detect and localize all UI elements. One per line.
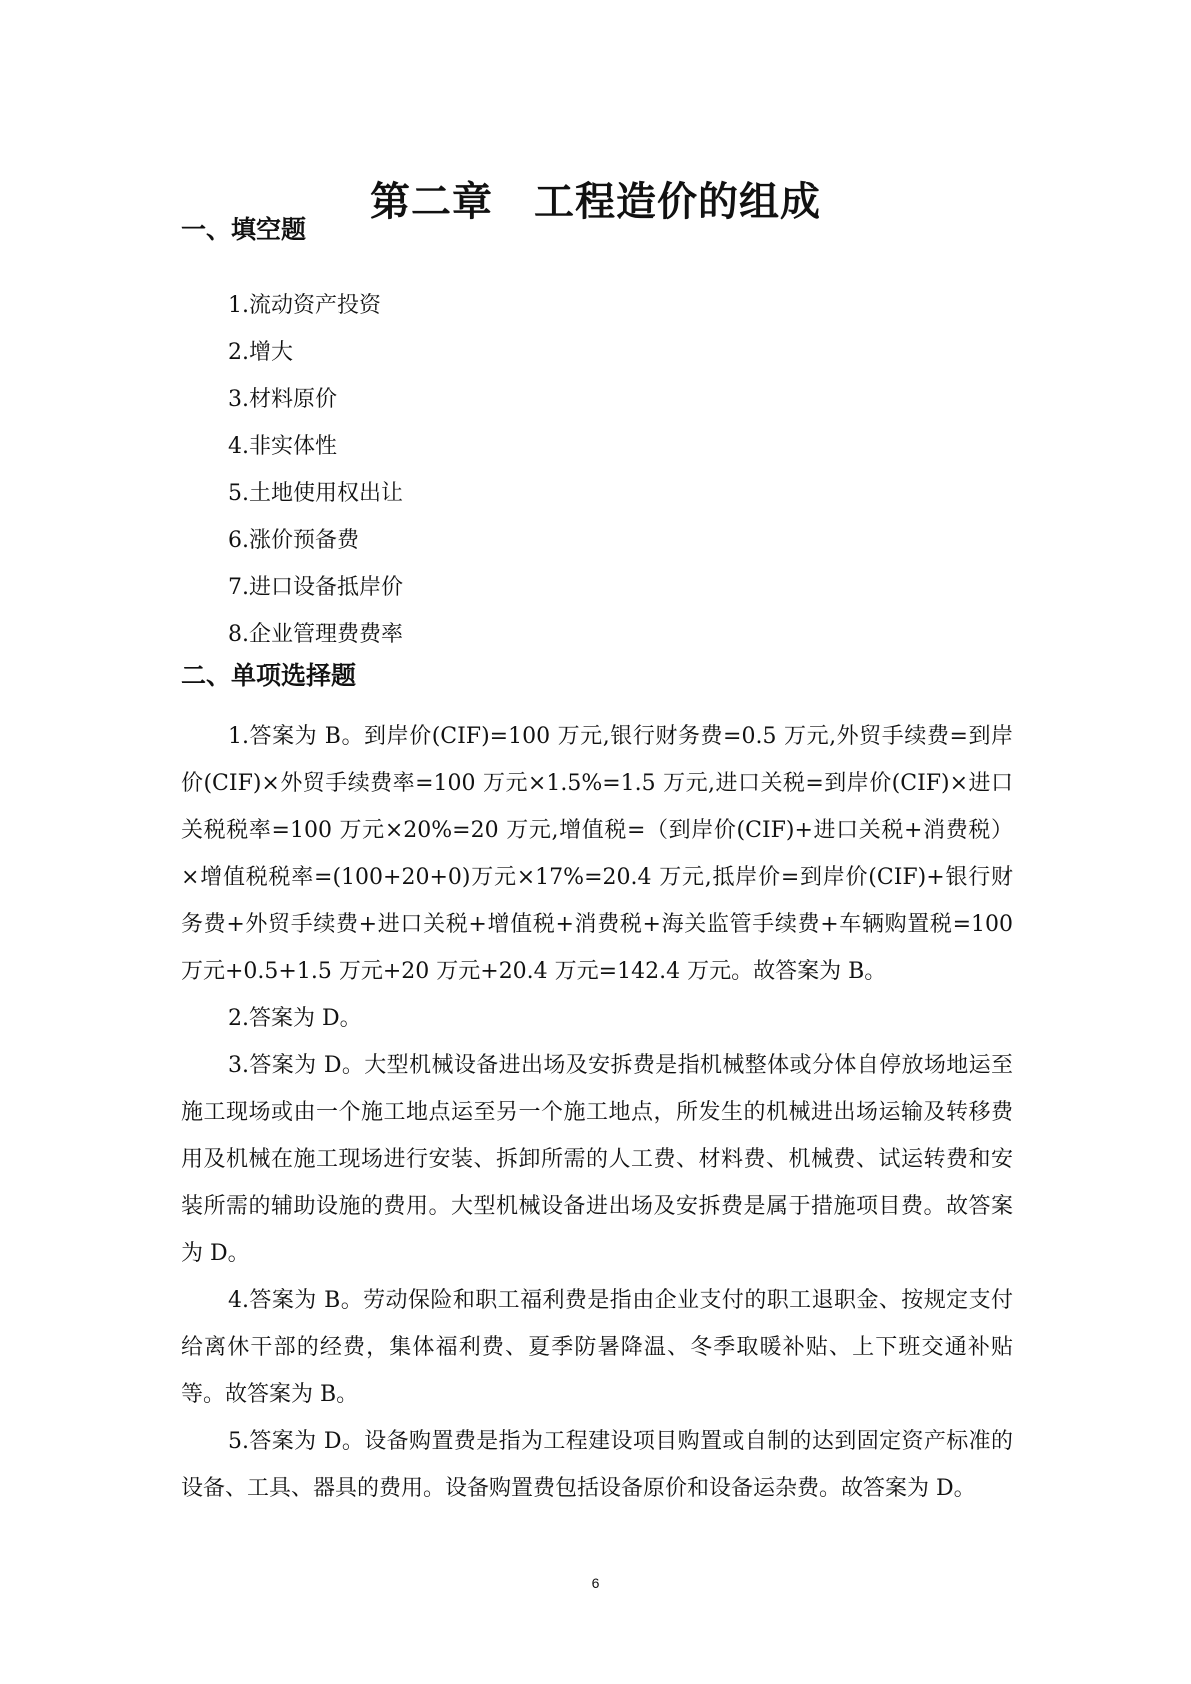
list-item: 3.材料原价: [228, 387, 337, 412]
answer-paragraph: 1.答案为 B。到岸价(CIF)=100 万元,银行财务费=0.5 万元,外贸手续费=到岸价(CIF)×外贸手续费率=100 万元×1.5%=1.5 万元,进口关税=到岸价(CIF)×进口关税税率=100 万元×20%=20 万元,增值税=（到岸价(CIF)+进口关税+消费税）×增值税税率=(100+20+0)万元×17%=20.4 万元,抵岸价=到岸价(CIF)+银行财务费+外贸手续费+进口关税+增值税+消费税+海关监管手续费+车辆购置税=100 万元+0.5+1.5 万元+20 万元+20.4 万元=142.4 万元。故答案为 B。: [181, 724, 1013, 984]
answer-paragraph: 5.答案为 D。设备购置费是指为工程建设项目购置或自制的达到固定资产标准的设备、工具、器具的费用。设备购置费包括设备原价和设备运杂费。故答案为 D。: [181, 1429, 1013, 1501]
list-item: 1.流动资产投资: [228, 293, 381, 318]
list-item: 4.非实体性: [228, 434, 337, 459]
list-item: 6.涨价预备费: [228, 528, 359, 553]
answer-paragraph: 2.答案为 D。: [228, 1006, 362, 1031]
single-choice-answers: [181, 713, 1013, 1512]
section-heading-fill-in-blank: 一、填空题: [181, 215, 307, 244]
section-heading-single-choice: 二、单项选择题: [181, 661, 357, 690]
page-title: 第二章 工程造价的组成: [370, 178, 821, 225]
fill-in-blank-answer-list: [228, 282, 403, 658]
list-item: 8.企业管理费费率: [228, 622, 403, 647]
page-number: 6: [591, 1575, 600, 1591]
list-item: 5.土地使用权出让: [228, 481, 403, 506]
list-item: 7.进口设备抵岸价: [228, 575, 403, 600]
list-item: 2.增大: [228, 340, 293, 365]
answer-paragraph: 3.答案为 D。大型机械设备进出场及安拆费是指机械整体或分体自停放场地运至施工现场或由一个施工地点运至另一个施工地点，所发生的机械进出场运输及转移费用及机械在施工现场进行安装、拆卸所需的人工费、材料费、机械费、试运转费和安装所需的辅助设施的费用。大型机械设备进出场及安拆费是属于措施项目费。故答案为 D。: [181, 1053, 1013, 1266]
answer-paragraph: 4.答案为 B。劳动保险和职工福利费是指由企业支付的职工退职金、按规定支付给离休干部的经费，集体福利费、夏季防暑降温、冬季取暖补贴、上下班交通补贴等。故答案为 B。: [181, 1288, 1013, 1407]
